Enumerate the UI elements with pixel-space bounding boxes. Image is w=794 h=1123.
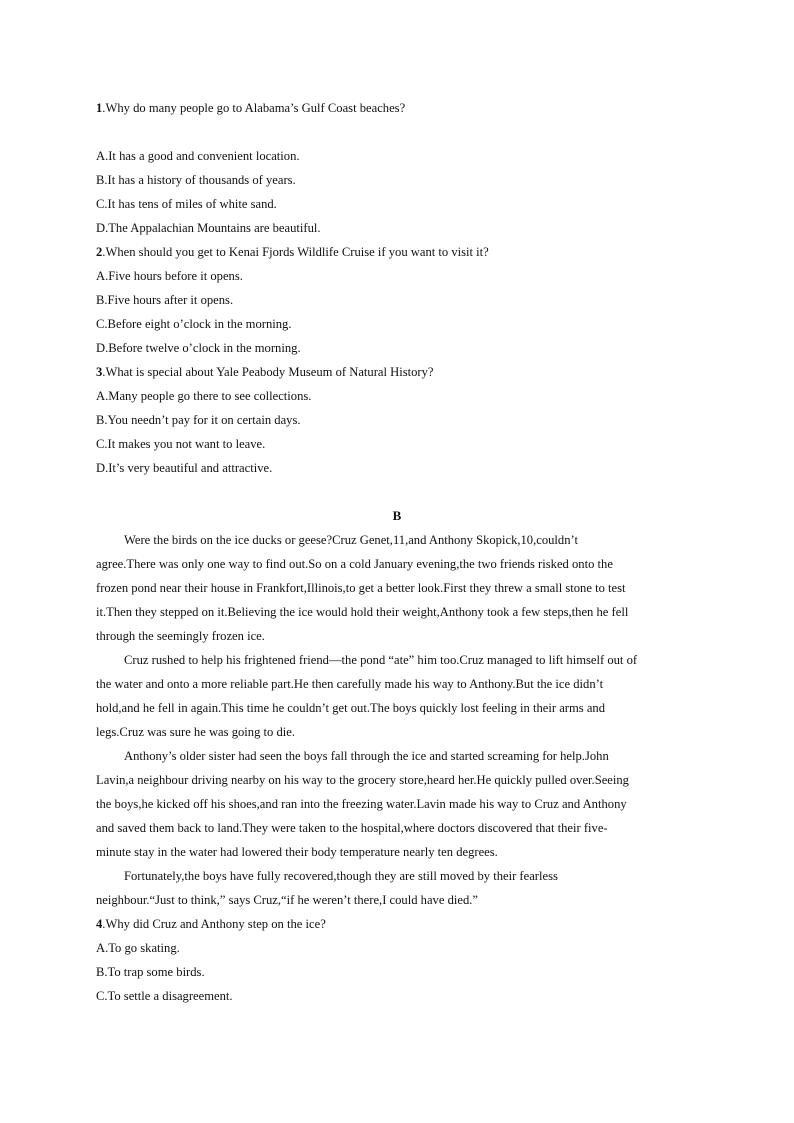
question-text: .Why do many people go to Alabama’s Gulf Coast beaches? <box>102 101 406 115</box>
option-1d: D.The Appalachian Mountains are beautiful. <box>96 221 321 235</box>
passage-line: the boys,he kicked off his shoes,and ran into the freezing water.Lavin made his way to Cruz and Anthony <box>96 797 627 811</box>
option-1c: C.It has tens of miles of white sand. <box>96 197 277 211</box>
question-text: .When should you get to Kenai Fjords Wildlife Cruise if you want to visit it? <box>102 245 489 259</box>
option-1a: A.It has a good and convenient location. <box>96 149 300 163</box>
question-3 <box>96 364 434 380</box>
passage-line: Were the birds on the ice ducks or geese?Cruz Genet,11,and Anthony Skopick,10,couldn’t <box>124 533 578 547</box>
question-2 <box>96 244 489 260</box>
question-number: 4 <box>96 917 103 931</box>
passage-line: through the seemingly frozen ice. <box>96 629 265 643</box>
option-3b: B.You needn’t pay for it on certain days. <box>96 413 301 427</box>
passage-line: neighbour.“Just to think,” says Cruz,“if he weren’t there,I could have died.” <box>96 893 479 907</box>
option-4c: C.To settle a disagreement. <box>96 989 233 1003</box>
question-1 <box>96 100 405 116</box>
passage-line: Anthony’s older sister had seen the boys fall through the ice and started screaming for help.John <box>124 749 609 763</box>
passage-line: agree.There was only one way to find out.So on a cold January evening,the two friends risked onto the <box>96 557 613 571</box>
passage-line: it.Then they stepped on it.Believing the ice would hold their weight,Anthony took a few steps,then he fell <box>96 605 629 619</box>
passage-line: Lavin,a neighbour driving nearby on his way to the grocery store,heard her.He quickly pulled over.Seeing <box>96 773 629 787</box>
question-number: 2 <box>96 245 103 259</box>
question-text: .What is special about Yale Peabody Museum of Natural History? <box>102 365 434 379</box>
section-heading: B <box>392 508 402 523</box>
question-number: 1 <box>96 101 103 115</box>
option-4b: B.To trap some birds. <box>96 965 205 979</box>
option-2a: A.Five hours before it opens. <box>96 269 243 283</box>
option-3c: C.It makes you not want to leave. <box>96 437 266 451</box>
passage-line: Cruz rushed to help his frightened friend—the pond “ate” him too.Cruz managed to lift himself out of <box>124 653 638 667</box>
passage-line: minute stay in the water had lowered their body temperature nearly ten degrees. <box>96 845 498 859</box>
option-2c: C.Before eight o’clock in the morning. <box>96 317 292 331</box>
passage-line: Fortunately,the boys have fully recovered,though they are still moved by their fearless <box>124 869 558 883</box>
option-3a: A.Many people go there to see collections. <box>96 389 312 403</box>
option-3d: D.It’s very beautiful and attractive. <box>96 461 273 475</box>
question-4 <box>96 916 326 932</box>
passage-line: frozen pond near their house in Frankfort,Illinois,to get a better look.First they threw a small stone to test <box>96 581 626 595</box>
question-text: .Why did Cruz and Anthony step on the ice? <box>102 917 326 931</box>
option-1b: B.It has a history of thousands of years. <box>96 173 296 187</box>
passage-line: hold,and he fell in again.This time he couldn’t get out.The boys quickly lost feeling in their arms and <box>96 701 606 715</box>
passage-line: and saved them back to land.They were taken to the hospital,where doctors discovered that their five- <box>96 821 608 835</box>
question-number: 3 <box>96 365 103 379</box>
passage-line: legs.Cruz was sure he was going to die. <box>96 725 296 739</box>
option-2d: D.Before twelve o’clock in the morning. <box>96 341 301 355</box>
passage-line: the water and onto a more reliable part.He then carefully made his way to Anthony.But the ice didn’t <box>96 677 604 691</box>
option-4a: A.To go skating. <box>96 941 180 955</box>
option-2b: B.Five hours after it opens. <box>96 293 234 307</box>
